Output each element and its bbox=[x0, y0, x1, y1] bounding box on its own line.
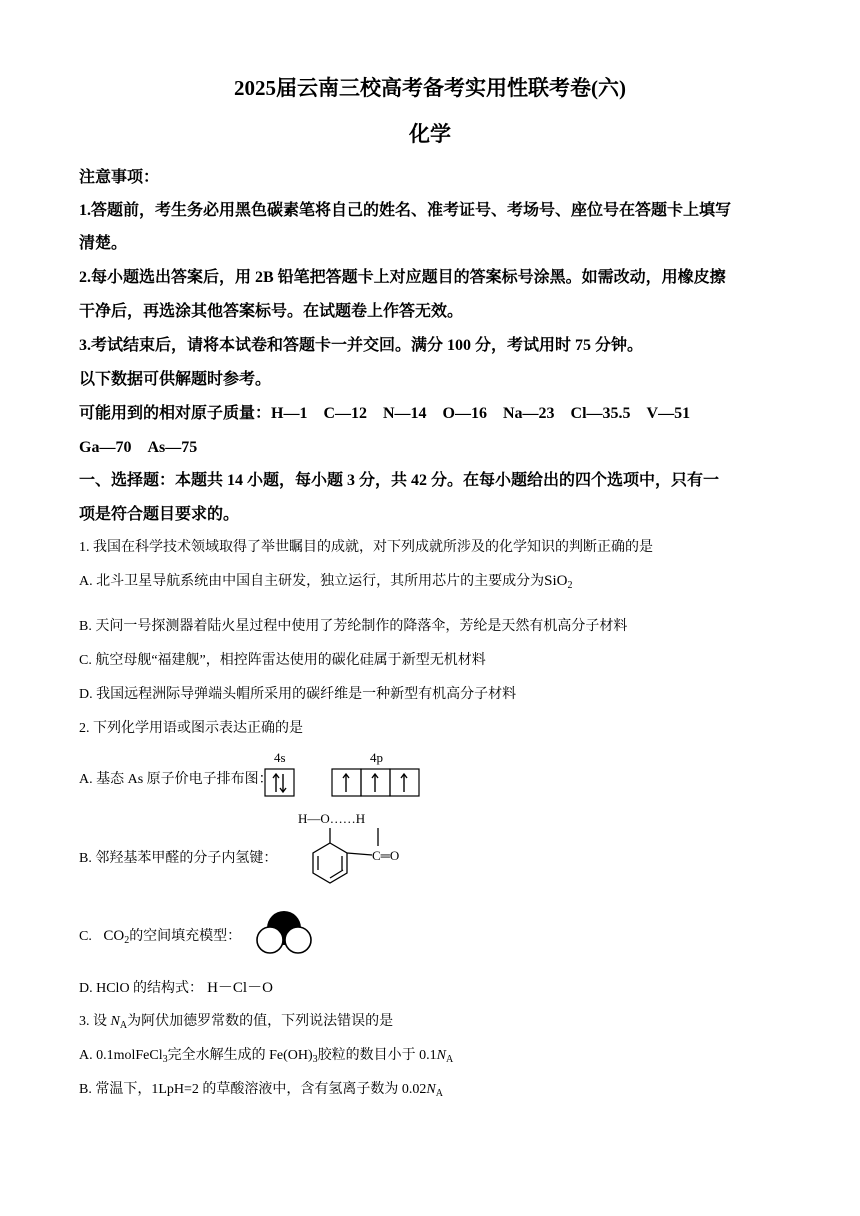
notice-item-2-cont: 干净后，再选涂其他答案标号。在试题卷上作答无效。 bbox=[79, 303, 464, 320]
q3-option-a-sub1: 3 bbox=[162, 1054, 168, 1065]
q1-option-a-formula-sub: 2 bbox=[567, 580, 573, 591]
hydrogen-bond-structure bbox=[294, 806, 424, 902]
q1-option-a bbox=[79, 570, 572, 591]
q3-na-sub: A bbox=[119, 1020, 128, 1031]
q2-option-b-text: B. 邻羟基苯甲醛的分子内氢键： bbox=[79, 851, 278, 866]
q3-na-symbol: N bbox=[110, 1014, 120, 1029]
q3-option-b-text: B. 常温下，1LpH=2 的草酸溶液中，含有氢离子数为 0.02 bbox=[79, 1082, 427, 1097]
orbital-diagram bbox=[264, 748, 424, 800]
q2-option-d-formula: H－Cl－O bbox=[207, 980, 273, 996]
section-heading-cont: 项是符合题目要求的。 bbox=[79, 506, 240, 523]
q3-option-a-part3: 胶粒的数目小于 0.1 bbox=[317, 1048, 437, 1063]
q1-option-a-text: A. 北斗卫星导航系统由中国自主研发，独立运行，其所用芯片的主要成分为 bbox=[79, 574, 545, 589]
exam-title: 2025届云南三校高考备考实用性联考卷(六) bbox=[234, 76, 626, 100]
q2-option-d bbox=[79, 976, 273, 997]
notice-item-1: 1.答题前，考生务必用黑色碳素笔将自己的姓名、准考证号、考场号、座位号在答题卡上填写 bbox=[79, 202, 732, 219]
data-intro: 以下数据可供解题时参考。 bbox=[79, 371, 272, 388]
q2-option-c-text: 的空间填充模型： bbox=[129, 929, 242, 944]
structure-co-label: C═O bbox=[372, 848, 400, 863]
atomic-masses: 可能用到的相对原子质量：H—1 C—12 N—14 O—16 Na—23 Cl—35.5 V—51 bbox=[79, 405, 691, 422]
q3-option-a-sub2: 3 bbox=[312, 1054, 318, 1065]
q3-option-b bbox=[79, 1078, 443, 1099]
q1-stem: 1. 我国在科学技术领域取得了举世瞩目的成就，对下列成就所涉及的化学知识的判断正确的是 bbox=[79, 540, 653, 555]
structure-ho-label: H—O……H bbox=[298, 811, 366, 826]
q2-option-c-prefix: C. bbox=[79, 929, 92, 944]
notice-item-1-cont: 清楚。 bbox=[79, 235, 128, 252]
notice-item-3: 3.考试结束后，请将本试卷和答题卡一并交回。满分 100 分，考试用时 75 分钟。 bbox=[79, 337, 644, 354]
orbital-label-4p: 4p bbox=[370, 750, 383, 765]
q1-option-a-formula: SiO bbox=[544, 573, 568, 589]
q2-option-c-formula-sub: 2 bbox=[124, 935, 130, 946]
co2-space-filling-model bbox=[254, 908, 314, 956]
q1-option-c: C. 航空母舰“福建舰”，相控阵雷达使用的碳化硅属于新型无机材料 bbox=[79, 653, 486, 668]
q3-option-b-na: N bbox=[426, 1082, 436, 1097]
q2-option-c-formula: CO bbox=[103, 928, 125, 944]
subject-title: 化学 bbox=[409, 122, 451, 146]
q3-stem-prefix: 3. 设 bbox=[79, 1014, 111, 1029]
q3-stem bbox=[79, 1010, 393, 1031]
q2-stem: 2. 下列化学用语或图示表达正确的是 bbox=[79, 721, 303, 736]
orbital-label-4s: 4s bbox=[274, 750, 286, 765]
q3-option-a-na: N bbox=[436, 1048, 447, 1063]
q1-option-b: B. 天问一号探测器着陆火星过程中使用了芳纶制作的降落伞，芳纶是天然有机高分子材料 bbox=[79, 619, 628, 634]
notice-heading: 注意事项： bbox=[79, 169, 160, 186]
q3-option-b-na-sub: A bbox=[435, 1088, 443, 1099]
q2-option-c bbox=[79, 925, 241, 946]
atomic-masses-cont: Ga—70 As—75 bbox=[79, 439, 198, 456]
q3-option-a bbox=[79, 1044, 453, 1065]
q3-stem-text: 为阿伏加德罗常数的值，下列说法错误的是 bbox=[127, 1014, 394, 1029]
q2-option-a-text: A. 基态 As 原子价电子排布图： bbox=[79, 772, 273, 787]
q3-option-a-part1: A. 0.1molFeCl bbox=[79, 1048, 163, 1063]
q1-option-d: D. 我国远程洲际导弹端头帽所采用的碳纤维是一种新型有机高分子材料 bbox=[79, 687, 517, 702]
q3-option-a-na-sub: A bbox=[446, 1054, 454, 1065]
q2-option-d-text: D. HClO 的结构式： bbox=[79, 981, 204, 996]
q3-option-a-part2: 完全水解生成的 Fe(OH) bbox=[167, 1048, 313, 1063]
notice-item-2: 2.每小题选出答案后，用 2B 铅笔把答题卡上对应题目的答案标号涂黑。如需改动，用橡皮擦 bbox=[79, 269, 726, 286]
section-heading: 一、选择题：本题共 14 小题，每小题 3 分，共 42 分。在每小题给出的四个选项中，只有一 bbox=[79, 472, 720, 489]
